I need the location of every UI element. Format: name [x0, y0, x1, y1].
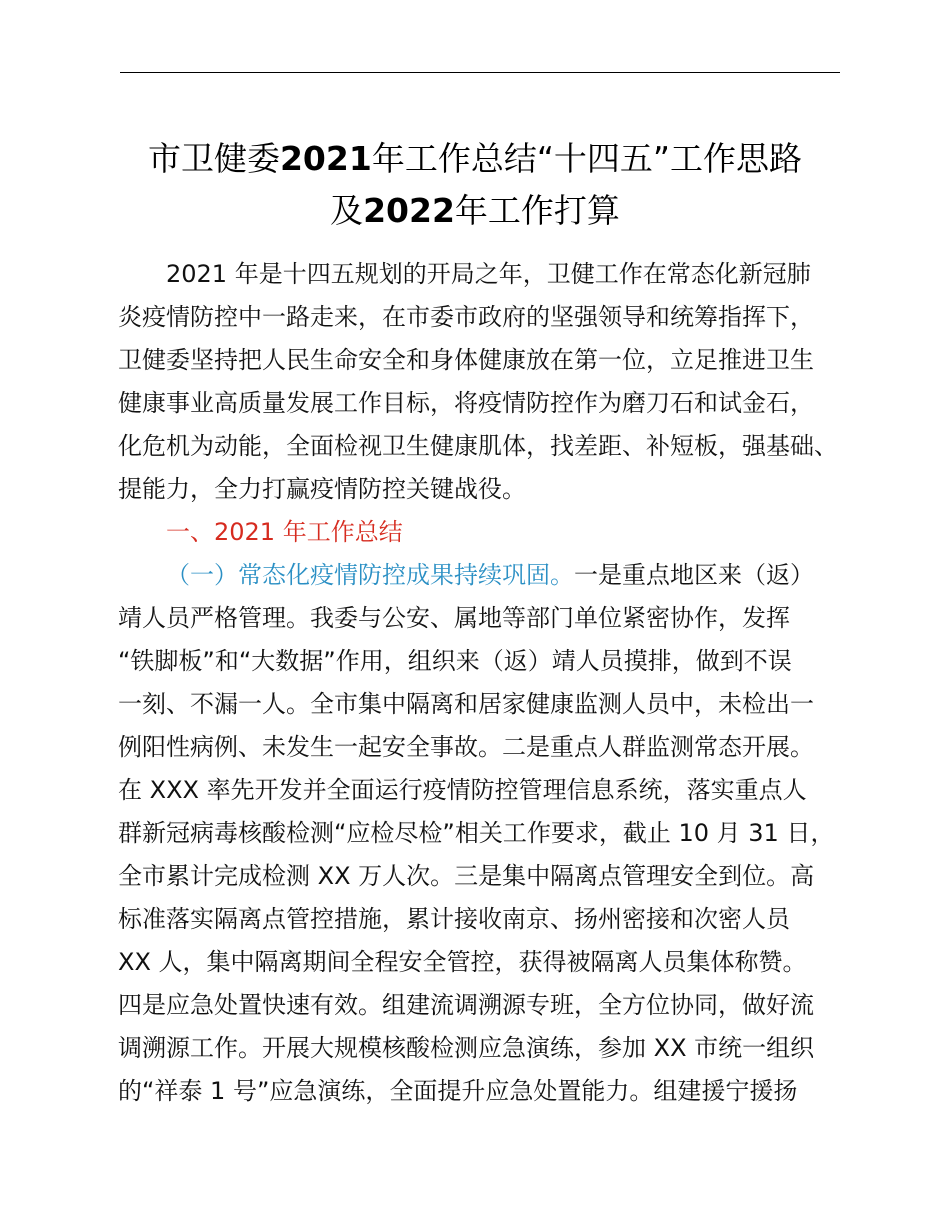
document-title-line2 — [80, 189, 870, 233]
paragraph-line: 的“祥泰 1 号”应急演练，全面提升应急处置能力。组建援宁援扬 — [118, 1077, 798, 1105]
title-text: 年工作打算 — [454, 191, 620, 230]
document-title-line1 — [80, 137, 870, 181]
paragraph-line: 提能力，全力打赢疫情防控关键战役。 — [118, 475, 526, 503]
title-text: 及 — [330, 191, 364, 230]
paragraph-line: 一刻、不漏一人。全市集中隔离和居家健康监测人员中，未检出一 — [118, 690, 814, 718]
paragraph-line: 例阳性病例、未发生一起安全事故。二是重点人群监测常态开展。 — [118, 733, 814, 761]
title-text: 市卫健委 — [147, 139, 280, 178]
paragraph-line: 全市累计完成检测 XX 万人次。三是集中隔离点管理安全到位。高 — [118, 862, 815, 890]
paragraph-line: 群新冠病毒核酸检测“应检尽检”相关工作要求，截止 10 月 31 日， — [118, 819, 835, 847]
paragraph-line: 调溯源工作。开展大规模核酸检测应急演练，参加 XX 市统一组织 — [118, 1034, 815, 1062]
title-text: 年工作总结“十四五”工作思路 — [371, 139, 803, 178]
paragraph-line: 卫健委坚持把人民生命安全和身体健康放在第一位，立足推进卫生 — [118, 346, 814, 374]
header-rule — [120, 72, 840, 73]
paragraph-line: 炎疫情防控中一路走来，在市委市政府的坚强领导和统筹指挥下， — [118, 303, 814, 331]
title-year: 2022 — [363, 191, 455, 230]
paragraph-line: 2021 年是十四五规划的开局之年，卫健工作在常态化新冠肺 — [166, 260, 811, 288]
paragraph-line: 靖人员严格管理。我委与公安、属地等部门单位紧密协作，发挥 — [118, 604, 790, 632]
paragraph-line: XX 人，集中隔离期间全程安全管控，获得被隔离人员集体称赞。 — [118, 948, 807, 976]
subsection-line — [166, 559, 814, 591]
subsection-heading: （一）常态化疫情防控成果持续巩固。 — [166, 561, 574, 589]
paragraph-line: 标准落实隔离点管控措施，累计接收南京、扬州密接和次密人员 — [118, 905, 790, 933]
paragraph-text: 一是重点地区来（返） — [574, 561, 814, 589]
paragraph-line: 四是应急处置快速有效。组建流调溯源专班，全方位协同，做好流 — [118, 991, 814, 1019]
paragraph-line: 健康事业高质量发展工作目标，将疫情防控作为磨刀石和试金石， — [118, 389, 814, 417]
paragraph-line: “铁脚板”和“大数据”作用，组织来（返）靖人员摸排，做到不误 — [118, 647, 792, 675]
section-heading: 一、2021 年工作总结 — [166, 518, 403, 546]
title-year: 2021 — [279, 139, 372, 178]
paragraph-line: 在 XXX 率先开发并全面运行疫情防控管理信息系统，落实重点人 — [118, 776, 807, 804]
paragraph-line: 化危机为动能，全面检视卫生健康肌体，找差距、补短板，强基础、 — [118, 432, 838, 460]
